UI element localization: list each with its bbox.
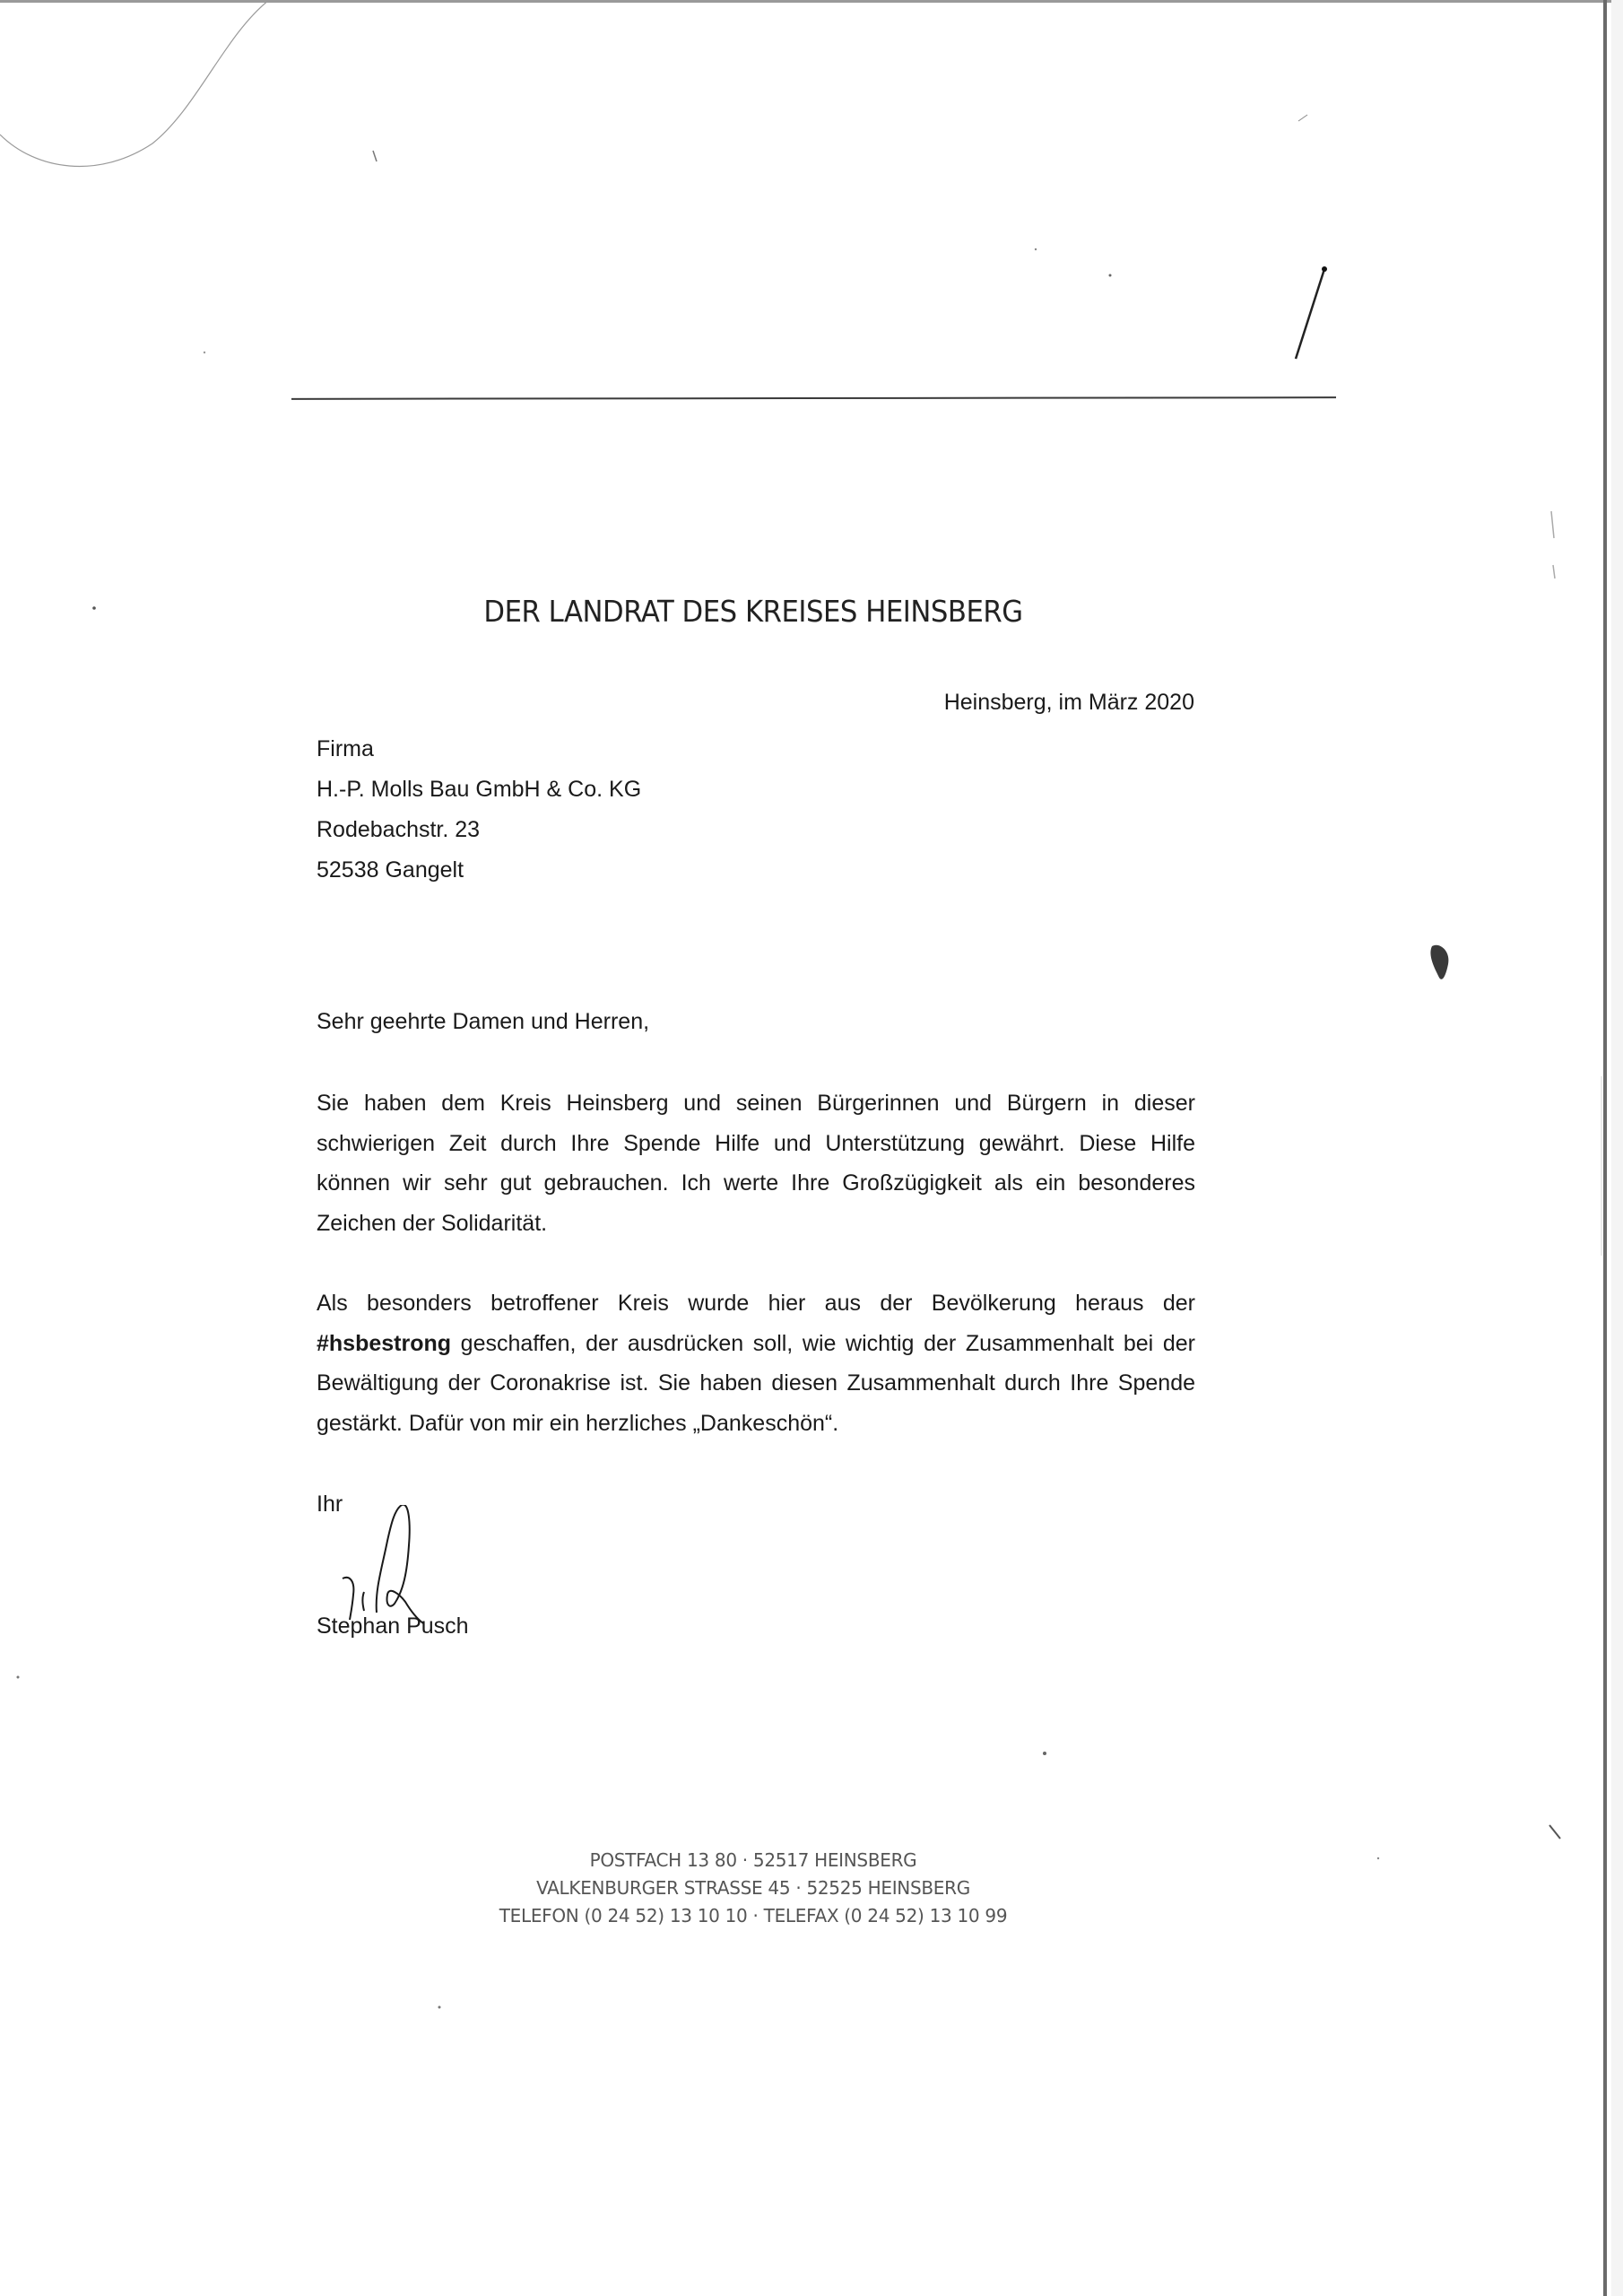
recipient-line-street: Rodebachstr. 23 [317, 817, 481, 842]
recipient-line-company-type: Firma [317, 736, 374, 761]
body-paragraph-2 [317, 1283, 1195, 1443]
recipient-line-company-name: H.-P. Molls Bau GmbH & Co. KG [317, 777, 642, 802]
salutation: Sehr geehrte Damen und Herren, [317, 1009, 650, 1034]
recipient-line-city: 52538 Gangelt [317, 857, 464, 883]
closing: Ihr [317, 1492, 343, 1517]
paragraph-2-intro: Als besonders betroffener Kreis wurde hier aus der Bevölkerung heraus der [317, 1291, 1195, 1316]
handwritten-signature [323, 1505, 448, 1631]
recipient-address [317, 729, 641, 891]
hashtag-text: #hsbestrong [317, 1330, 452, 1356]
paragraph-2-rest: geschaffen, der ausdrücken soll, wie wichtig der Zusammenhalt bei der Bewältigung der Coronakrise ist. Sie haben diesen Zusammenhalt durch Ihre Spende gestärkt. Dafür von mir ein herzliches „Dankeschön“. [317, 1330, 1195, 1436]
date-line: Heinsberg, im März 2020 [943, 690, 1194, 715]
letterhead-title: DER LANDRAT DES KREISES HEINSBERG [483, 594, 1023, 629]
body-paragraph-1: Sie haben dem Kreis Heinsberg und seinen Bürgerinnen und Bürgern in dieser schwierigen Zeit durch Ihre Spende Hilfe und Unterstützung gewährt. Diese Hilfe können wir sehr gut gebrauchen. Ich werte Ihre Großzügigkeit als ein besonderes Zeichen der Solidarität. [317, 1091, 1195, 1236]
signer-name: Stephan Pusch [317, 1613, 469, 1639]
footer-phone-fax: TELEFON (0 24 52) 13 10 10 · TELEFAX (0 24 52) 13 10 99 [499, 1905, 1008, 1926]
footer-street-address: VALKENBURGER STRASSE 45 · 52525 HEINSBERG [536, 1877, 970, 1899]
footer-postal-address: POSTFACH 13 80 · 52517 HEINSBERG [589, 1849, 917, 1871]
footer-contact [0, 1847, 1506, 1930]
